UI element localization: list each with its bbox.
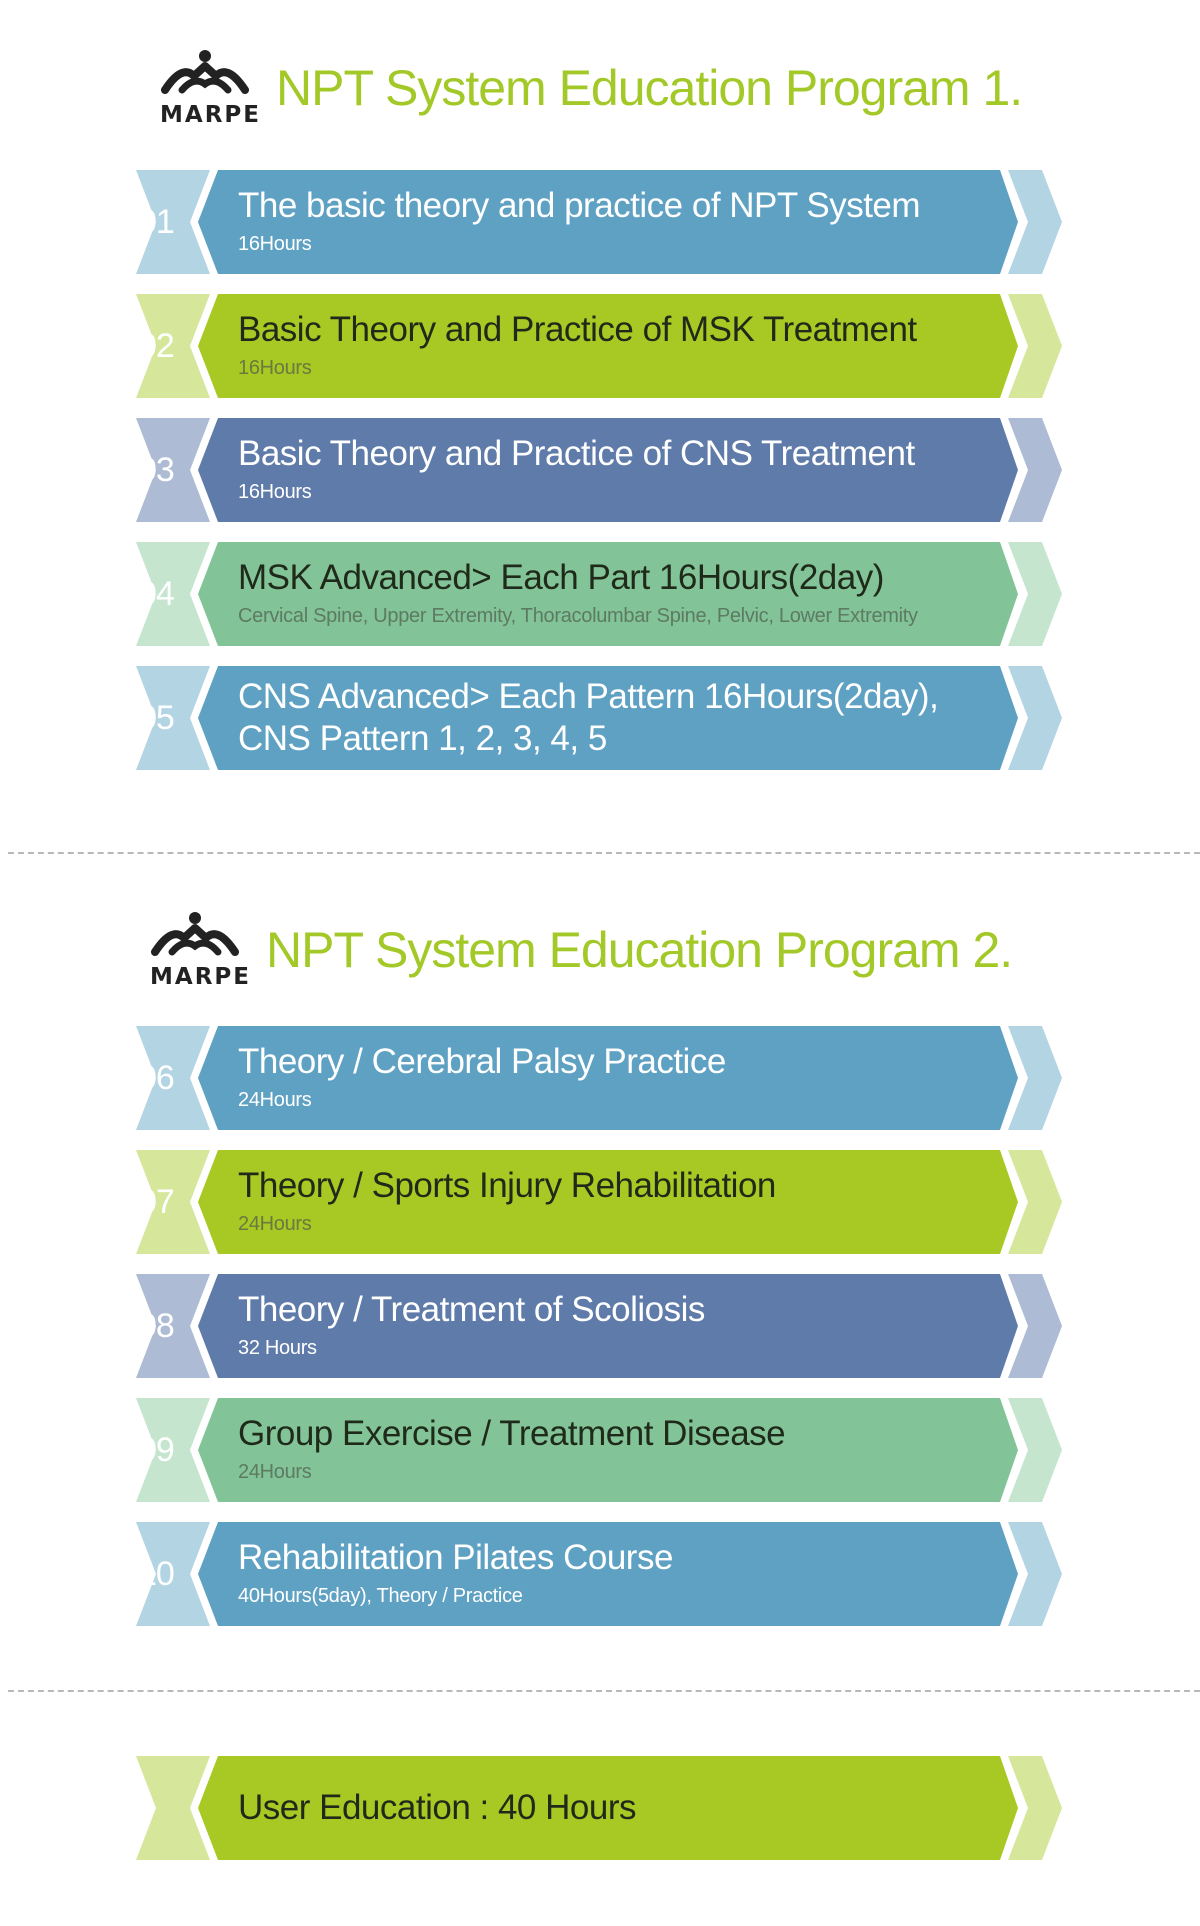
program-item	[0, 1024, 1200, 1132]
program1-header	[160, 48, 1022, 128]
item-title: Basic Theory and Practice of CNS Treatment	[238, 434, 915, 473]
item-number: 04	[138, 575, 174, 613]
item-duration: 24Hours	[238, 1089, 312, 1111]
item-duration: 24Hours	[238, 1461, 312, 1483]
item-title: CNS Advanced> Each Pattern 16Hours(2day),	[238, 677, 939, 716]
program-item	[0, 416, 1200, 524]
item-title: Theory / Treatment of Scoliosis	[238, 1290, 705, 1329]
item-duration: 16Hours	[238, 481, 312, 503]
logo-text: MARPE	[150, 964, 251, 990]
item-duration: 16Hours	[238, 357, 312, 379]
program-item	[0, 664, 1200, 772]
item-number: 09	[138, 1431, 174, 1469]
item-title: MSK Advanced> Each Part 16Hours(2day)	[238, 558, 884, 597]
page-title: NPT System Education Program 1.	[276, 60, 1023, 116]
item-number: 07	[138, 1183, 174, 1221]
program2-header	[150, 910, 1012, 990]
section-divider	[8, 1690, 1200, 1692]
program-item	[0, 1148, 1200, 1256]
page-title: NPT System Education Program 2.	[266, 922, 1013, 978]
item-title: Theory / Cerebral Palsy Practice	[238, 1042, 726, 1081]
program-item	[0, 1396, 1200, 1504]
program-item	[0, 1520, 1200, 1628]
item-duration: 32 Hours	[238, 1337, 317, 1359]
item-number: 01	[138, 203, 174, 241]
item-number: 10	[138, 1555, 174, 1593]
user-education-title: User Education : 40 Hours	[238, 1788, 636, 1827]
item-title: Rehabilitation Pilates Course	[238, 1538, 673, 1577]
program-item	[0, 540, 1200, 648]
item-duration: 24Hours	[238, 1213, 312, 1235]
item-duration: 16Hours	[238, 233, 312, 255]
item-number: 08	[138, 1307, 174, 1345]
marpe-figure-icon	[150, 910, 240, 966]
item-title-line2: CNS Pattern 1, 2, 3, 4, 5	[238, 719, 607, 758]
item-title: Theory / Sports Injury Rehabilitation	[238, 1166, 776, 1205]
item-title: Basic Theory and Practice of MSK Treatment	[238, 310, 917, 349]
item-duration: Cervical Spine, Upper Extremity, Thoracolumbar Spine, Pelvic, Lower Extremity	[238, 605, 918, 627]
section-divider	[8, 852, 1200, 854]
marpe-logo	[150, 910, 251, 990]
marpe-figure-icon	[160, 48, 250, 104]
user-education-item	[0, 1754, 1200, 1862]
program-item	[0, 168, 1200, 276]
logo-text: MARPE	[160, 102, 261, 128]
item-duration: 40Hours(5day), Theory / Practice	[238, 1585, 523, 1607]
program-item	[0, 292, 1200, 400]
item-title: Group Exercise / Treatment Disease	[238, 1414, 786, 1453]
marpe-logo	[160, 48, 261, 128]
item-number: 02	[138, 327, 174, 365]
item-number: 03	[138, 451, 174, 489]
item-number: 06	[138, 1059, 174, 1097]
item-title: The basic theory and practice of NPT System	[238, 186, 921, 225]
program-item	[0, 1272, 1200, 1380]
item-number: 05	[138, 699, 174, 737]
